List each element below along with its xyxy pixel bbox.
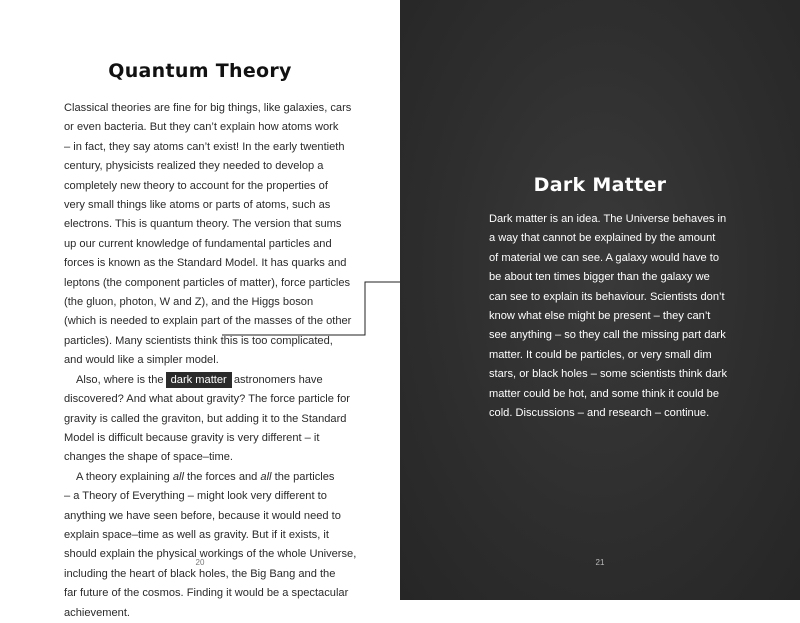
text-line: far future of the cosmos. Finding it would be a spectacular (64, 587, 349, 600)
text-line: and would like a simpler model. (64, 354, 219, 367)
text-line: should explain the physical workings of the whole Universe, (64, 548, 357, 561)
text-line: – a Theory of Everything – might look very different to (64, 490, 327, 503)
text-fragment: A theory explaining (76, 470, 173, 483)
text-line: of material we can see. A galaxy would have to (489, 251, 720, 264)
page-title: Quantum Theory (108, 60, 292, 82)
text-line: a way that cannot be explained by the amount (489, 232, 716, 245)
text-line (64, 371, 342, 390)
text-line: changes the shape of space–time. (64, 451, 233, 464)
text-line: electrons. This is quantum theory. The version that sums (64, 218, 342, 231)
text-line: or even bacteria. But they can’t explain how atoms work (64, 121, 339, 134)
dark-matter-highlight[interactable]: dark matter (167, 373, 231, 387)
text-line: century, physicists realized they needed to develop a (64, 160, 324, 173)
page-title: Dark Matter (533, 174, 667, 196)
text-line: (which is needed to explain part of the masses of the other (64, 315, 352, 328)
page-number: 20 (195, 558, 205, 567)
text-line: be about ten times bigger than the galaxy we (489, 271, 710, 284)
text-line: Classical theories are fine for big things, like galaxies, cars (64, 102, 352, 114)
text-line: completely new theory to account for the properties of (64, 179, 328, 192)
text-line (64, 468, 342, 487)
text-line: gravity is called the graviton, but adding it to the Standard (64, 412, 347, 425)
text-fragment: the particles (271, 470, 335, 483)
text-line: up our current knowledge of fundamental particles and (64, 237, 332, 250)
text-line: cold. Discussions – and research – continue. (489, 407, 710, 420)
text-line: (the gluon, photon, W and Z), and the Higgs boson (64, 296, 314, 309)
emphasis-text: all (172, 470, 184, 483)
page-number: 21 (595, 558, 605, 567)
text-line: know what else might be present – they can’t (489, 310, 711, 323)
emphasis-text: all (260, 470, 272, 483)
body-text (64, 99, 357, 623)
text-line: matter. It could be particles, or very small dim (489, 348, 712, 361)
text-line: Dark matter is an idea. The Universe behaves in (489, 213, 727, 225)
text-fragment: the forces and (183, 470, 261, 483)
text-line: explain space–time as well as gravity. But if it exists, it (64, 528, 329, 541)
text-line: discovered? And what about gravity? The force particle for (64, 393, 350, 406)
text-fragment: astronomers have (230, 373, 323, 386)
text-line: leptons (the component particles of matter), force particles (64, 276, 351, 289)
text-line: Model is difficult because gravity is very different – it (64, 431, 320, 444)
text-line: can see to explain its behaviour. Scientists don’t (489, 290, 725, 303)
left-page (0, 0, 400, 619)
text-line: matter could be hot, and some think it could be (489, 387, 720, 400)
text-line: see anything – so they call the missing part dark (489, 329, 726, 342)
body-text (489, 210, 727, 423)
text-fragment: Also, where is the (76, 373, 167, 386)
text-line: anything we have seen before, because it would need to (64, 509, 341, 522)
text-line: achievement. (64, 606, 130, 619)
text-line: including the heart of black holes, the Big Bang and the (64, 567, 336, 580)
text-line: forces is known as the Standard Model. It has quarks and (64, 257, 347, 270)
text-line: very small things like atoms or parts of atoms, such as (64, 199, 331, 212)
text-line: particles). Many scientists think this is too complicated, (64, 334, 333, 347)
text-line: stars, or black holes – some scientists think dark (489, 368, 727, 381)
text-line: – in fact, they say atoms can’t exist! In the early twentieth (64, 140, 345, 153)
